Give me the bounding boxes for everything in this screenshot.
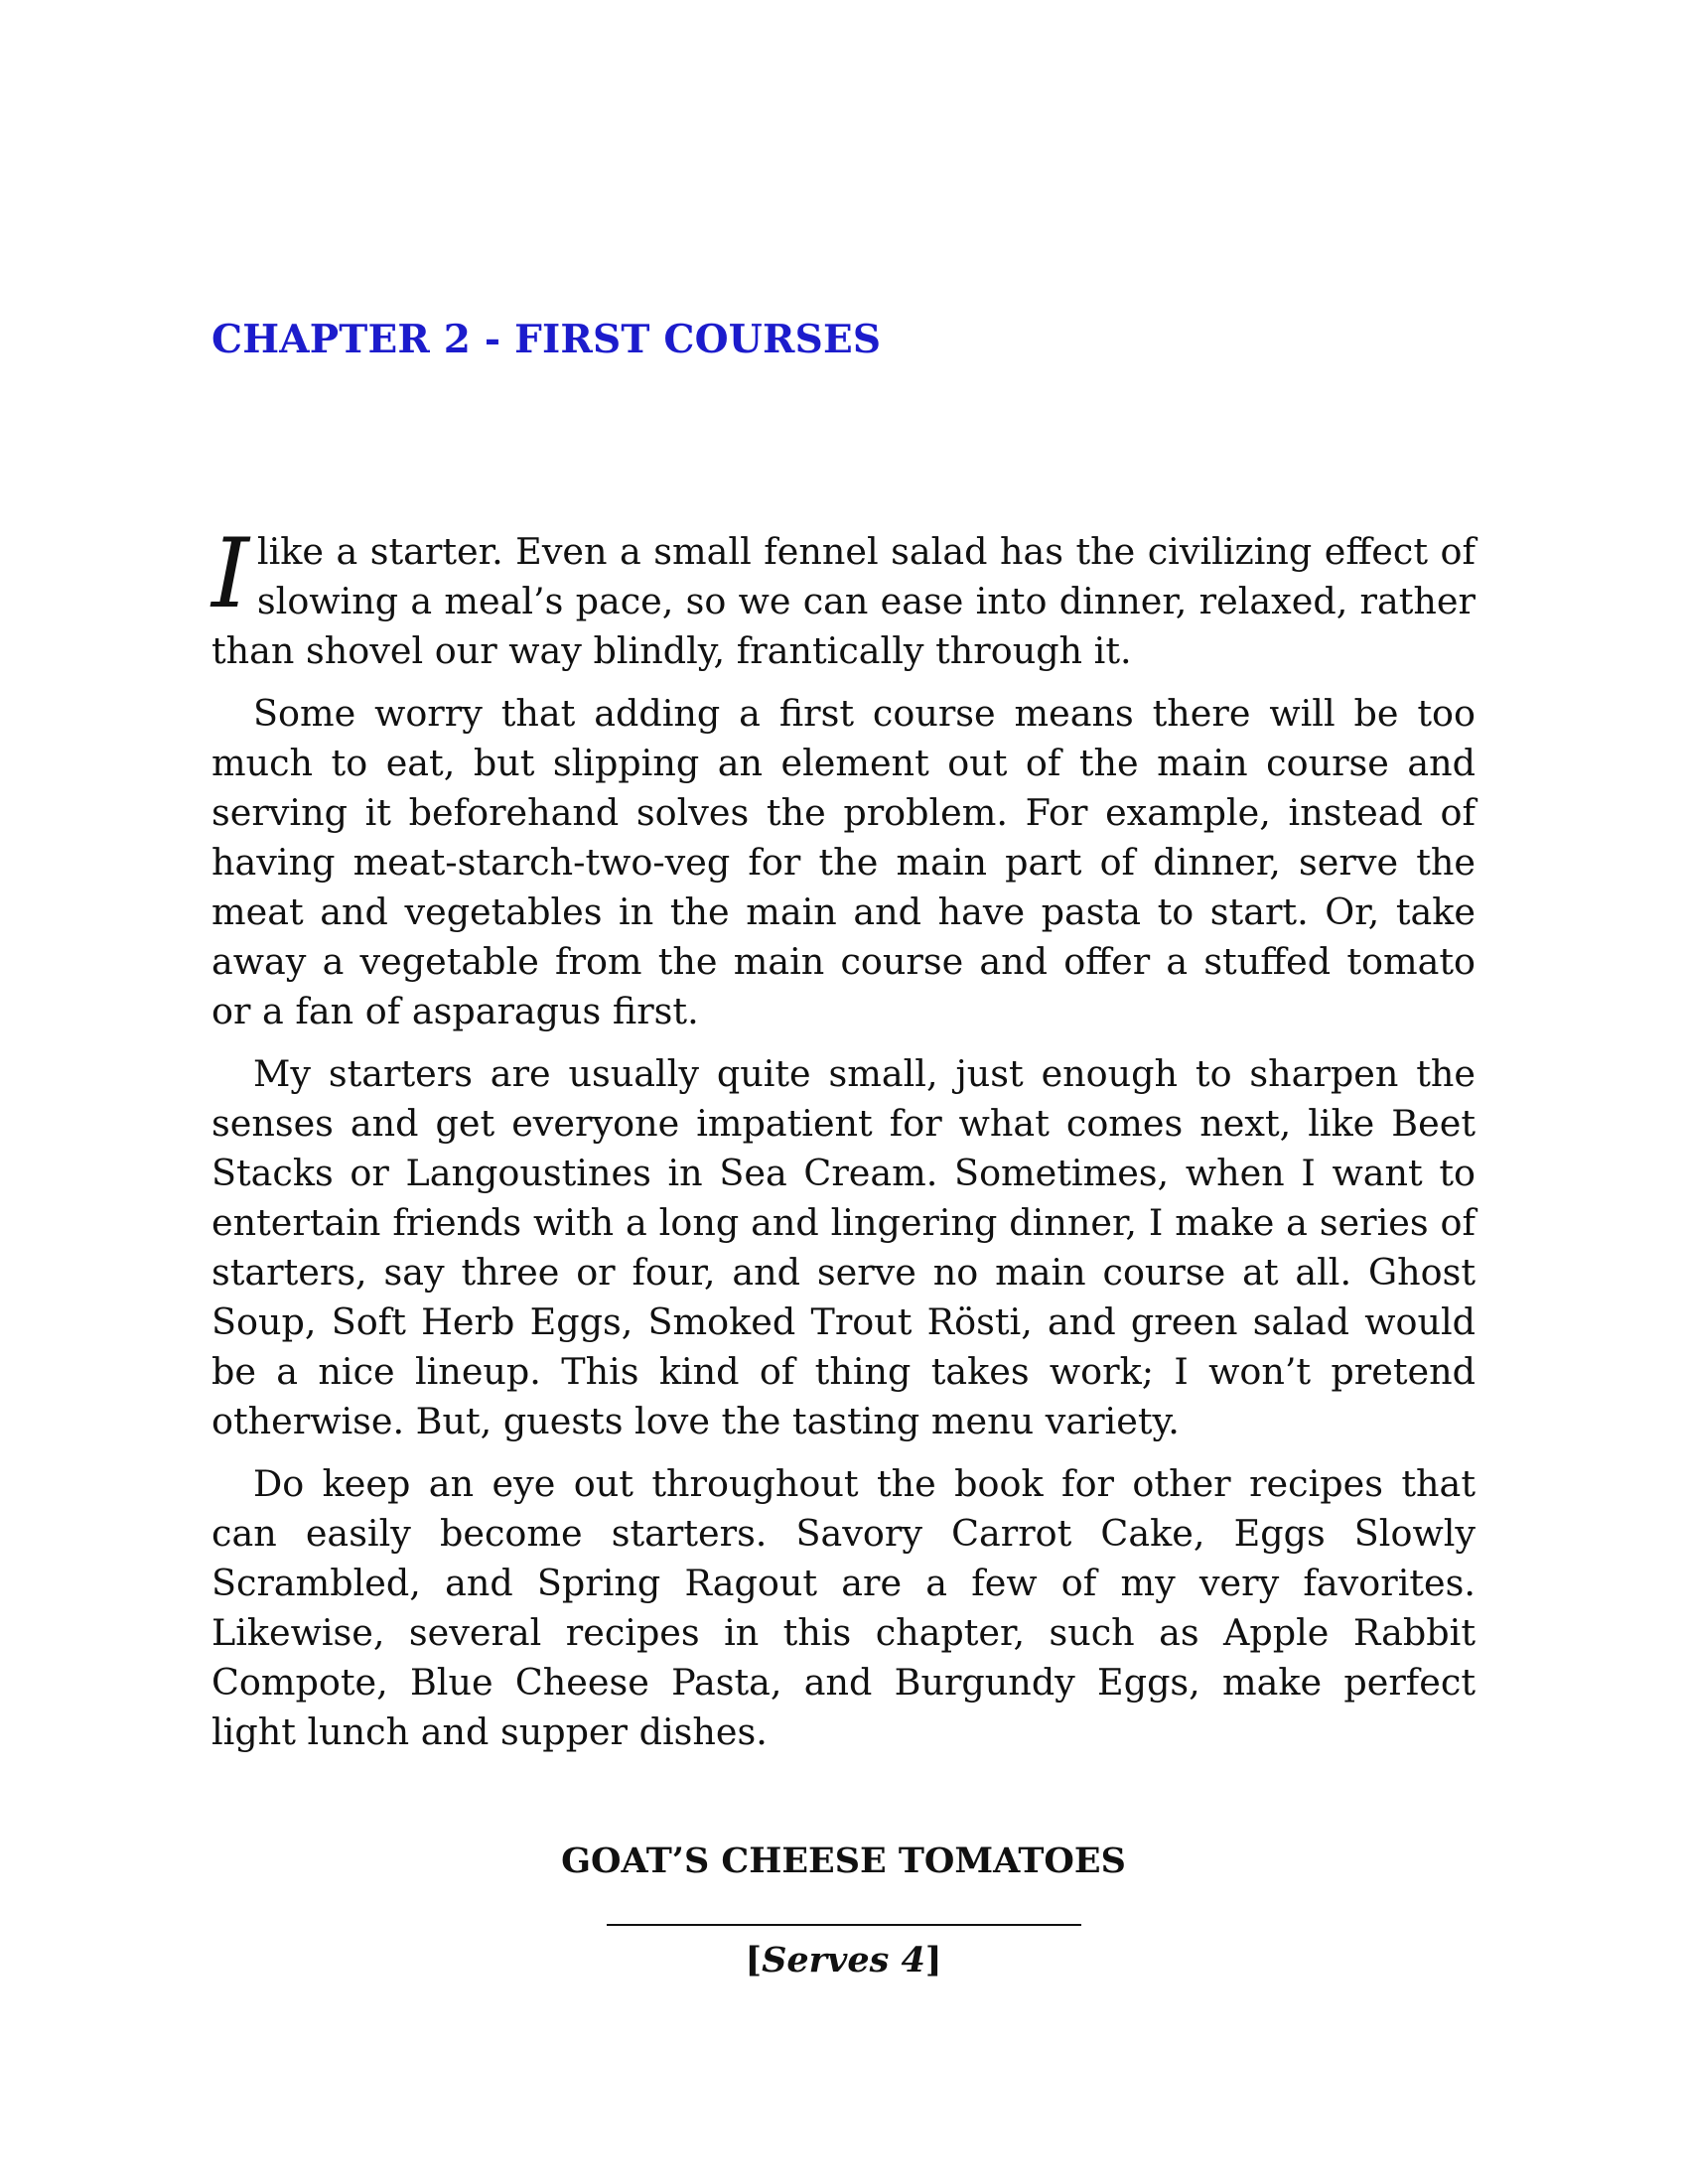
chapter-intro xyxy=(211,518,1476,1770)
serves-label: Serves 4 xyxy=(762,1940,925,1980)
chapter-title[interactable]: CHAPTER 2 - FIRST COURSES xyxy=(211,317,882,362)
document-page xyxy=(211,0,1476,2184)
serves-open-bracket: [ xyxy=(745,1940,763,1980)
drop-cap: I xyxy=(211,518,249,629)
intro-paragraph-2: Some worry that adding a first course means there will be too much to eat, but slipping an element out of the main course and serving it beforehand solves the problem. For example, instead of having meat-starch-two-veg for the main part of dinner, serve the meat and vegetables in the main and have pasta to start. Or, take away a vegetable from the main course and offer a stuffed tomato or a fan of asparagus first. xyxy=(211,692,1476,1032)
intro-paragraph-1-text: like a starter. Even a small fennel salad has the civilizing effect of slowing a meal’s pace, so we can ease into dinner, relaxed, rather than shovel our way blindly, frantically through it. xyxy=(211,530,1476,672)
serves-close-bracket: ] xyxy=(924,1940,942,1980)
intro-paragraph-4: Do keep an eye out throughout the book for other recipes that can easily become starters. Savory Carrot Cake, Eggs Slowly Scrambled, and Spring Ragout are a few of my very favorites. Likewise, several recipes in this chapter, such as Apple Rabbit Compote, Blue Cheese Pasta, and Burgundy Eggs, make perfect light lunch and supper dishes. xyxy=(211,1462,1476,1753)
intro-paragraph-1 xyxy=(211,518,1476,676)
recipe-serves xyxy=(211,1938,1476,1983)
recipe-title: GOAT’S CHEESE TOMATOES xyxy=(561,1841,1126,1881)
recipe-divider xyxy=(607,1924,1081,1926)
intro-paragraph-3: My starters are usually quite small, just enough to sharpen the senses and get everyone impatient for what comes next, like Beet Stacks or Langoustines in Sea Cream. Sometimes, when I want to entertain friends with a long and lingering dinner, I make a series of starters, say three or four, and serve no main course at all. Ghost Soup, Soft Herb Eggs, Smoked Trout Rösti, and green salad would be a nice lineup. This kind of thing takes work; I won’t pretend otherwise. But, guests love the tasting menu variety. xyxy=(211,1052,1476,1442)
